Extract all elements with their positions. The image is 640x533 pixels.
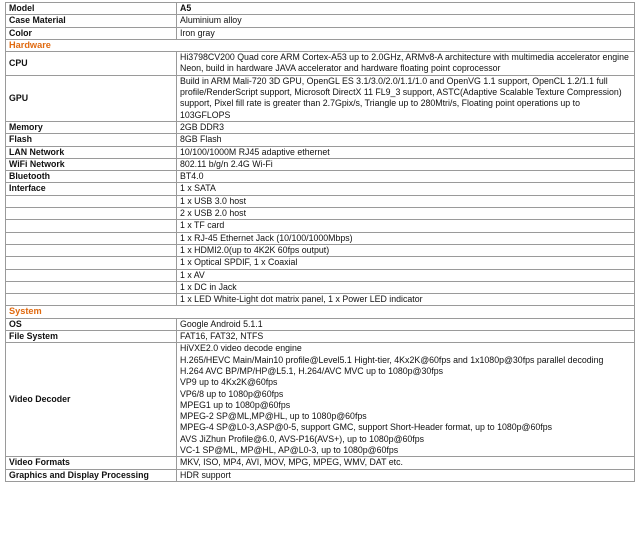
spec-value-line: AVS JiZhun Profile@6.0, AVS-P16(AVS+), up to 1080p@60fps (180, 433, 425, 444)
spec-row (6, 457, 635, 469)
spec-row (6, 195, 635, 207)
section-title: System (6, 306, 635, 318)
spec-value: 2GB DDR3 (177, 121, 635, 133)
spec-value: 10/100/1000M RJ45 adaptive ethernet (177, 146, 635, 158)
spec-value: Build in ARM Mali-720 3D GPU, OpenGL ES 3.1/3.0/2.0/1.1/1.0 and OpenVG 1.1 support, OpenCL 1.2/1.1 full profile/RenderScript support, Microsoft DirectX 11 FL9_3 support, ASTC(Adaptive Scalable Texture Compression) support, Pixel fill rate is greater than 2.7Gpix/s, Triangle up to 280Mtri/s, Floating point operations up to 103GFLOPS (177, 75, 635, 121)
spec-row (6, 281, 635, 293)
spec-row (6, 158, 635, 170)
spec-label: LAN Network (6, 146, 177, 158)
spec-row (6, 75, 635, 121)
spec-row (6, 269, 635, 281)
spec-value-line: VC-1 SP@ML, MP@HL, AP@L0-3, up to 1080p@60fps (180, 444, 399, 455)
section-header-row (6, 39, 635, 51)
spec-label: File System (6, 331, 177, 343)
spec-row (6, 146, 635, 158)
spec-value-line: H.264 AVC BP/MP/HP@L5.1, H.264/AVC MVC up to 1080p@30fps (180, 365, 443, 376)
spec-value: Hi3798CV200 Quad core ARM Cortex-A53 up to 2.0GHz, ARMv8-A architecture with multimedia accelerator engine Neon, build in hardware JAVA accelerator and hardware floating point coprocessor (177, 52, 635, 76)
spec-label: Color (6, 27, 177, 39)
spec-label: Memory (6, 121, 177, 133)
spec-value: 1 x RJ-45 Ethernet Jack (10/100/1000Mbps) (177, 232, 635, 244)
spec-value: 1 x DC in Jack (177, 281, 635, 293)
spec-row (6, 208, 635, 220)
spec-row (6, 52, 635, 76)
spec-label (6, 232, 177, 244)
spec-label (6, 257, 177, 269)
spec-label: Case Material (6, 15, 177, 27)
spec-label (6, 244, 177, 256)
spec-label (6, 220, 177, 232)
spec-value: Aluminium alloy (177, 15, 635, 27)
spec-value-line: MPEG-4 SP@L0-3,ASP@0-5, support GMC, support Short-Header format, up to 1080p@60fps (180, 422, 552, 433)
spec-row (6, 183, 635, 195)
spec-row (6, 294, 635, 306)
spec-value: FAT16, FAT32, NTFS (177, 331, 635, 343)
spec-row (6, 232, 635, 244)
spec-value: 1 x TF card (177, 220, 635, 232)
spec-row (6, 331, 635, 343)
spec-value (177, 343, 635, 457)
spec-value-line: H.265/HEVC Main/Main10 profile@Level5.1 Hight-tier, 4Kx2K@60fps and 1x1080p@30fps parallel decoding (180, 354, 604, 365)
spec-value: 1 x USB 3.0 host (177, 195, 635, 207)
spec-value: 1 x Optical SPDIF, 1 x Coaxial (177, 257, 635, 269)
spec-value: 802.11 b/g/n 2.4G Wi-Fi (177, 158, 635, 170)
spec-row (6, 244, 635, 256)
spec-value: 1 x LED White-Light dot matrix panel, 1 x Power LED indicator (177, 294, 635, 306)
spec-value-line: MPEG1 up to 1080p@60fps (180, 399, 291, 410)
spec-row (6, 220, 635, 232)
spec-row (6, 134, 635, 146)
spec-label: Bluetooth (6, 171, 177, 183)
spec-label: Interface (6, 183, 177, 195)
spec-row (6, 171, 635, 183)
spec-value-line: VP9 up to 4Kx2K@60fps (180, 377, 278, 388)
spec-row (6, 343, 635, 457)
spec-table-container (5, 2, 634, 482)
spec-value-line: MPEG-2 SP@ML,MP@HL, up to 1080p@60fps (180, 411, 367, 422)
section-title: Hardware (6, 39, 635, 51)
spec-label (6, 208, 177, 220)
spec-value-line: HiVXE2.0 video decode engine (180, 343, 302, 354)
section-header-row (6, 306, 635, 318)
spec-table (5, 2, 635, 482)
spec-row (6, 469, 635, 481)
spec-label (6, 294, 177, 306)
spec-row (6, 257, 635, 269)
spec-label: Flash (6, 134, 177, 146)
spec-value: Iron gray (177, 27, 635, 39)
spec-value: BT4.0 (177, 171, 635, 183)
spec-row (6, 27, 635, 39)
spec-label: OS (6, 318, 177, 330)
spec-label: WiFi Network (6, 158, 177, 170)
spec-value: 1 x SATA (177, 183, 635, 195)
spec-value-line: VP6/8 up to 1080p@60fps (180, 388, 284, 399)
spec-row (6, 3, 635, 15)
spec-label: CPU (6, 52, 177, 76)
spec-label: Model (6, 3, 177, 15)
spec-label: Video Formats (6, 457, 177, 469)
spec-row (6, 15, 635, 27)
spec-value: 2 x USB 2.0 host (177, 208, 635, 220)
spec-value: HDR support (177, 469, 635, 481)
spec-value: Google Android 5.1.1 (177, 318, 635, 330)
spec-row (6, 318, 635, 330)
spec-value: A5 (177, 3, 635, 15)
spec-value: MKV, ISO, MP4, AVI, MOV, MPG, MPEG, WMV, DAT etc. (177, 457, 635, 469)
spec-label (6, 281, 177, 293)
spec-value: 1 x HDMI2.0(up to 4K2K 60fps output) (177, 244, 635, 256)
spec-value: 8GB Flash (177, 134, 635, 146)
spec-row (6, 121, 635, 133)
spec-label (6, 269, 177, 281)
spec-value: 1 x AV (177, 269, 635, 281)
spec-table-body (6, 3, 635, 482)
spec-label: GPU (6, 75, 177, 121)
spec-label: Video Decoder (6, 343, 177, 457)
spec-label (6, 195, 177, 207)
spec-label: Graphics and Display Processing (6, 469, 177, 481)
